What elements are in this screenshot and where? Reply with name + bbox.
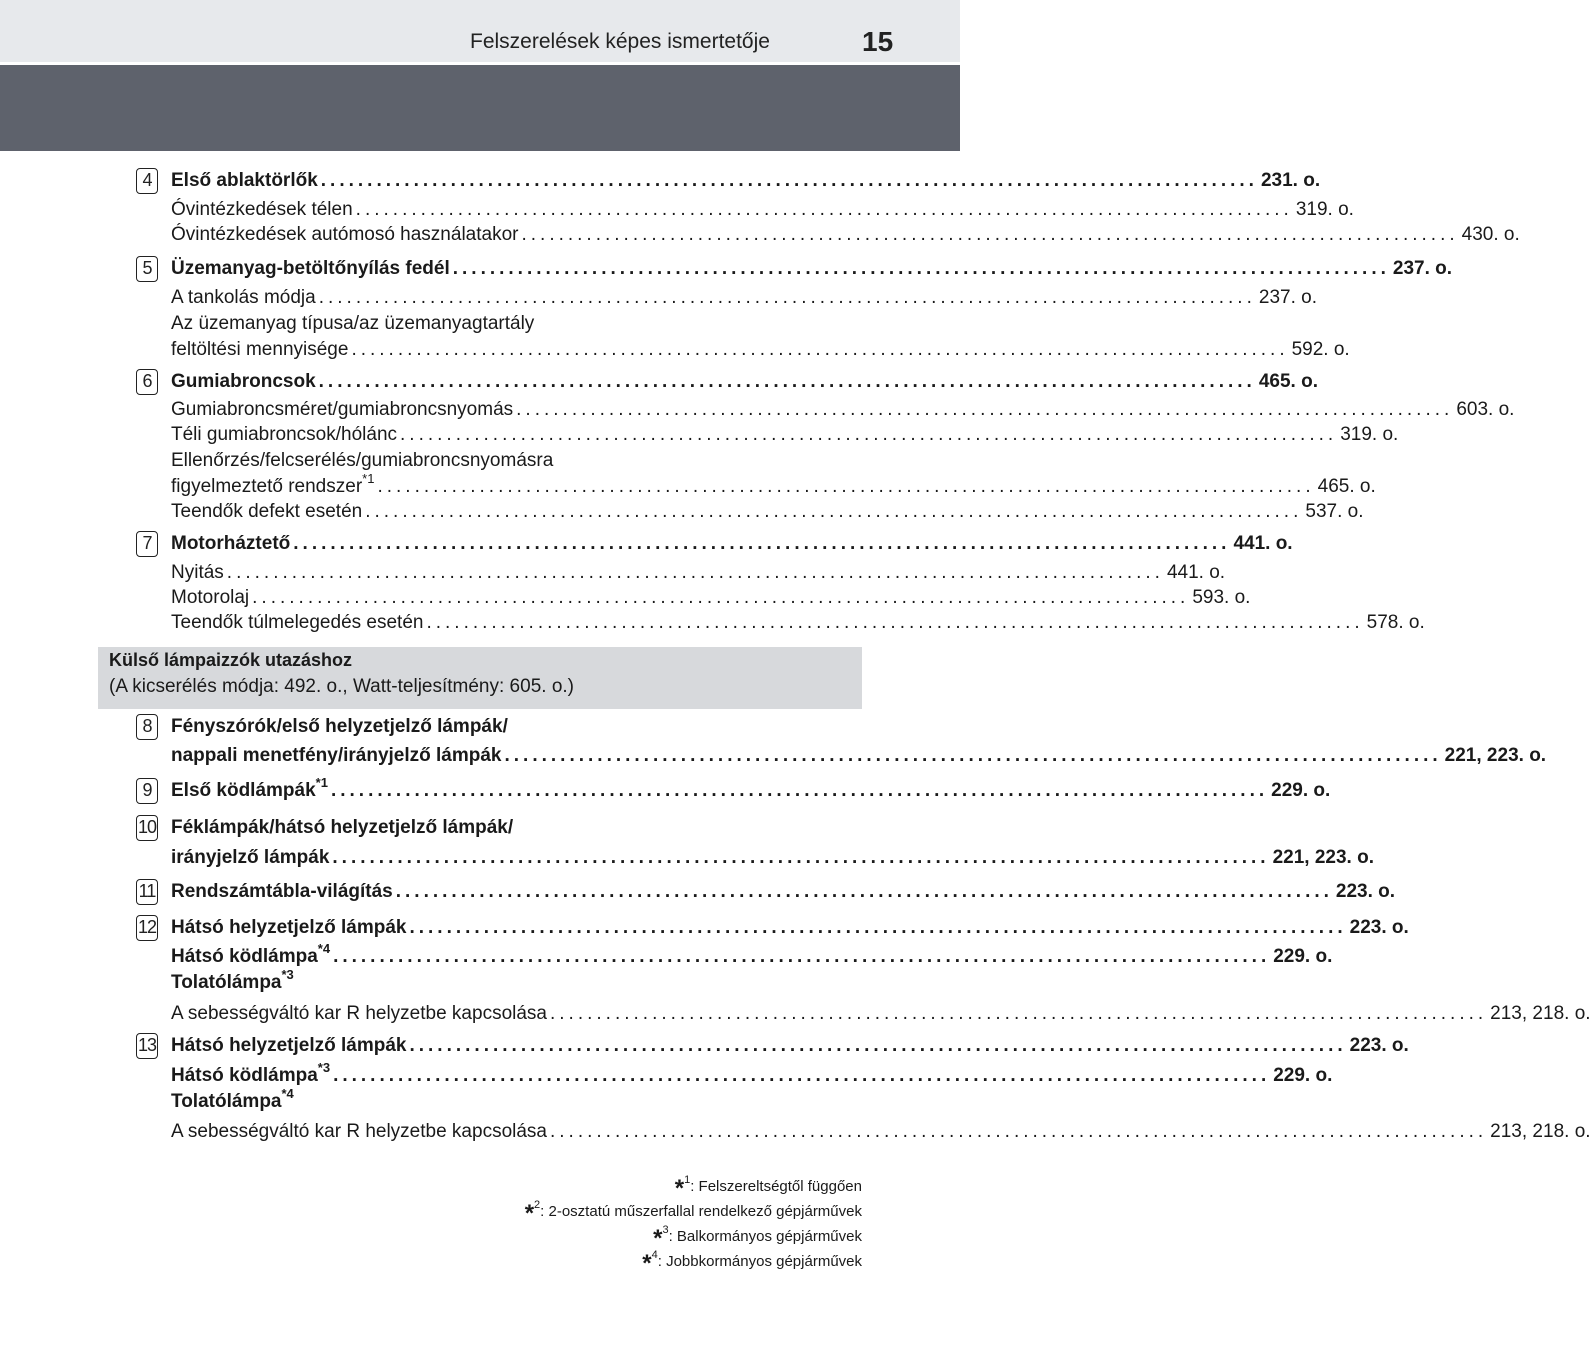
leader-dots: ..................................................................................................... xyxy=(365,501,1303,522)
page-reference: 221, 223. o. xyxy=(1272,847,1374,868)
item-number-badge: 6 xyxy=(136,369,158,395)
item-entry xyxy=(171,422,1399,448)
item-entry xyxy=(171,337,1350,363)
page-reference: 223. o. xyxy=(1349,1035,1409,1056)
page-reference: 229. o. xyxy=(1273,1065,1333,1086)
page-reference: 213, 218. o. xyxy=(1490,1121,1591,1142)
lamp-item-entry xyxy=(171,1119,1591,1145)
page-reference: 537. o. xyxy=(1305,501,1364,522)
lamp-item-entry xyxy=(171,940,1333,970)
footnote-number: 4 xyxy=(651,1249,658,1261)
entry-label: figyelmeztető rendszer$^{*1}$ xyxy=(171,470,375,497)
page-reference: 319. o. xyxy=(1295,199,1354,220)
entry-label: Gumiabroncsok xyxy=(171,371,316,392)
lamp-item-entry xyxy=(171,915,1409,941)
entry-label: Teendők defekt esetén xyxy=(171,501,363,522)
entry-label: feltöltési mennyisége xyxy=(171,339,349,360)
page-reference: 441. o. xyxy=(1233,533,1293,554)
entry-label: Rendszámtábla-világítás xyxy=(171,881,393,902)
lamp-item-entry-text: Féklámpák/hátsó helyzetjelző lámpák/ xyxy=(171,817,514,838)
footnote-marker: *3 xyxy=(317,1059,331,1075)
item-number-badge: 4 xyxy=(136,168,158,194)
footnote-star: * xyxy=(642,1250,652,1277)
footnote-marker: *3 xyxy=(281,966,294,982)
footnote-text: : Jobbkormányos gépjárművek xyxy=(657,1253,862,1270)
page-reference: 223. o. xyxy=(1349,917,1409,938)
item-entry xyxy=(171,397,1515,423)
footnote-text: : 2-osztatú műszerfallal rendelkező gépjárművek xyxy=(540,1203,862,1220)
page-reference: 578. o. xyxy=(1366,612,1425,633)
page-number: 15 xyxy=(862,26,894,57)
lamp-item-entry xyxy=(171,845,1374,871)
footnote-marker: *4 xyxy=(281,1085,294,1101)
footnote-text: : Felszereltségtől függően xyxy=(690,1178,862,1195)
leader-dots: ..................................................................................................... xyxy=(550,1121,1488,1142)
item-entry xyxy=(171,531,1293,557)
footnote-text: : Balkormányos gépjárművek xyxy=(668,1228,862,1245)
footnote-marker: *1 xyxy=(362,470,375,486)
entry-label: nappali menetfény/irányjelző lámpák xyxy=(171,745,502,766)
page-reference: 213, 218. o. xyxy=(1490,1003,1591,1024)
leader-dots: ..................................................................................................... xyxy=(318,371,1256,392)
lamp-item-number-badge: 8 xyxy=(136,714,158,740)
page-reference: 465. o. xyxy=(1258,371,1318,392)
item-entry xyxy=(171,369,1318,395)
leader-dots: ..................................................................................................... xyxy=(426,612,1364,633)
leader-dots: ..................................................................................................... xyxy=(333,946,1271,967)
lamp-item-number-badge: 11 xyxy=(136,879,158,905)
item-entry xyxy=(171,585,1251,611)
page-reference: 441. o. xyxy=(1166,562,1226,583)
lamp-item-entry-text: Fényszórók/első helyzetjelző lámpák/ xyxy=(171,716,508,737)
page-reference: 430. o. xyxy=(1461,224,1520,245)
entry-label: Első ablaktörlők xyxy=(171,170,318,191)
page-reference: 592. o. xyxy=(1291,339,1350,360)
entry-label: Első ködlámpák$^{*1}$ xyxy=(171,774,328,801)
lamp-item-entry-text: Tolatólámpa$^{*3}$ xyxy=(171,966,294,993)
leader-dots: ..................................................................................................... xyxy=(550,1003,1488,1024)
leader-dots: ..................................................................................................... xyxy=(333,1065,1271,1086)
lamp-item-entry xyxy=(171,774,1331,804)
footnote-star: * xyxy=(524,1200,535,1227)
entry-label: Óvintézkedések autómosó használatakor xyxy=(171,224,519,245)
leader-dots: ..................................................................................................... xyxy=(377,476,1315,497)
footnote-number: 2 xyxy=(534,1199,541,1211)
item-entry xyxy=(171,560,1226,586)
footnote-star: * xyxy=(653,1225,663,1252)
page-reference: 237. o. xyxy=(1258,287,1317,308)
lamp-item-number-badge: 12 xyxy=(136,915,158,941)
page-reference: 593. o. xyxy=(1192,587,1251,608)
leader-dots: ..................................................................................................... xyxy=(252,587,1190,608)
leader-dots: ..................................................................................................... xyxy=(409,1035,1347,1056)
entry-label: Gumiabroncsméret/gumiabroncsnyomás xyxy=(171,399,514,420)
page-reference: 229. o. xyxy=(1271,780,1331,801)
leader-dots: ..................................................................................................... xyxy=(521,224,1459,245)
entry-label: Nyitás xyxy=(171,562,224,583)
item-entry xyxy=(171,168,1321,194)
entry-label: Teendők túlmelegedés esetén xyxy=(171,612,424,633)
item-entry xyxy=(171,610,1425,636)
lamp-section-subtitle: (A kicserélés módja: 492. o., Watt-teljesítmény: 605. o.) xyxy=(109,676,574,697)
entry-label: irányjelző lámpák xyxy=(171,847,330,868)
entry-label: Üzemanyag-betöltőnyílás fedél xyxy=(171,258,450,279)
footnote-line xyxy=(674,1170,862,1202)
page-reference: 465. o. xyxy=(1317,476,1376,497)
footnote-line xyxy=(642,1245,862,1277)
lamp-item-entry xyxy=(171,1059,1333,1089)
footnote-number: 1 xyxy=(684,1174,691,1186)
entry-label: Motorolaj xyxy=(171,587,250,608)
footnote-marker: *4 xyxy=(317,940,331,956)
leader-dots: ..................................................................................................... xyxy=(293,533,1231,554)
leader-dots: ..................................................................................................... xyxy=(226,562,1164,583)
item-number-badge: 5 xyxy=(136,256,158,282)
lamp-item-entry xyxy=(171,879,1396,905)
lamp-item-entry-text: Tolatólámpa$^{*4}$ xyxy=(171,1085,294,1112)
leader-dots: ..................................................................................................... xyxy=(516,399,1454,420)
item-entry-text: Az üzemanyag típusa/az üzemanyagtartály xyxy=(171,313,535,334)
page-reference: 237. o. xyxy=(1392,258,1453,279)
entry-label: Hátsó ködlámpa$^{*4}$ xyxy=(171,940,331,967)
footnote-line xyxy=(524,1195,862,1227)
item-entry xyxy=(171,470,1376,500)
leader-dots: ..................................................................................................... xyxy=(318,287,1256,308)
entry-label: Hátsó ködlámpa$^{*3}$ xyxy=(171,1059,331,1086)
leader-dots: ..................................................................................................... xyxy=(320,170,1258,191)
item-entry xyxy=(171,197,1354,223)
item-entry-text: Ellenőrzés/felcserélés/gumiabroncsnyomásra xyxy=(171,450,554,471)
entry-label: Motorháztető xyxy=(171,533,291,554)
entry-label: Téli gumiabroncsok/hólánc xyxy=(171,424,398,445)
page-reference: 221, 223. o. xyxy=(1444,745,1547,766)
item-number-badge: 7 xyxy=(136,531,158,557)
lamp-item-entry xyxy=(171,743,1547,769)
item-entry xyxy=(171,285,1317,311)
item-entry xyxy=(171,256,1453,282)
footnote-line xyxy=(653,1220,862,1252)
leader-dots: ..................................................................................................... xyxy=(504,745,1442,766)
footnote-marker: *1 xyxy=(315,774,328,790)
leader-dots: ..................................................................................................... xyxy=(351,339,1289,360)
page-reference: 319. o. xyxy=(1340,424,1399,445)
leader-dots: ..................................................................................................... xyxy=(395,881,1333,902)
leader-dots: ..................................................................................................... xyxy=(452,258,1390,279)
lamp-item-entry xyxy=(171,1033,1409,1059)
page-reference: 231. o. xyxy=(1260,170,1321,191)
footnote-number: 3 xyxy=(662,1224,669,1236)
entry-label: Óvintézkedések télen xyxy=(171,199,353,220)
entry-label: A sebességváltó kar R helyzetbe kapcsolása xyxy=(171,1003,547,1024)
lamp-item-number-badge: 10 xyxy=(136,815,158,841)
page-reference: 603. o. xyxy=(1456,399,1515,420)
lamp-section-title: Külső lámpaizzók utazáshoz xyxy=(109,650,353,670)
leader-dots: ..................................................................................................... xyxy=(400,424,1338,445)
header-band xyxy=(0,65,960,151)
entry-label: Hátsó helyzetjelző lámpák xyxy=(171,917,407,938)
lamp-item-number-badge: 9 xyxy=(136,778,158,804)
entry-label: A sebességváltó kar R helyzetbe kapcsolása xyxy=(171,1121,547,1142)
item-entry xyxy=(171,222,1520,248)
leader-dots: ..................................................................................................... xyxy=(409,917,1347,938)
item-entry xyxy=(171,499,1364,525)
page-reference: 223. o. xyxy=(1335,881,1396,902)
lamp-item-number-badge: 13 xyxy=(136,1033,158,1059)
section-title: Felszerelések képes ismertetője xyxy=(470,30,770,53)
footnote-star: * xyxy=(674,1175,685,1202)
entry-label: A tankolás módja xyxy=(171,287,316,308)
leader-dots: ..................................................................................................... xyxy=(332,847,1270,868)
entry-label: Hátsó helyzetjelző lámpák xyxy=(171,1035,407,1056)
page-reference: 229. o. xyxy=(1273,946,1333,967)
lamp-item-entry xyxy=(171,1001,1591,1027)
leader-dots: ..................................................................................................... xyxy=(330,780,1269,801)
leader-dots: ..................................................................................................... xyxy=(355,199,1293,220)
